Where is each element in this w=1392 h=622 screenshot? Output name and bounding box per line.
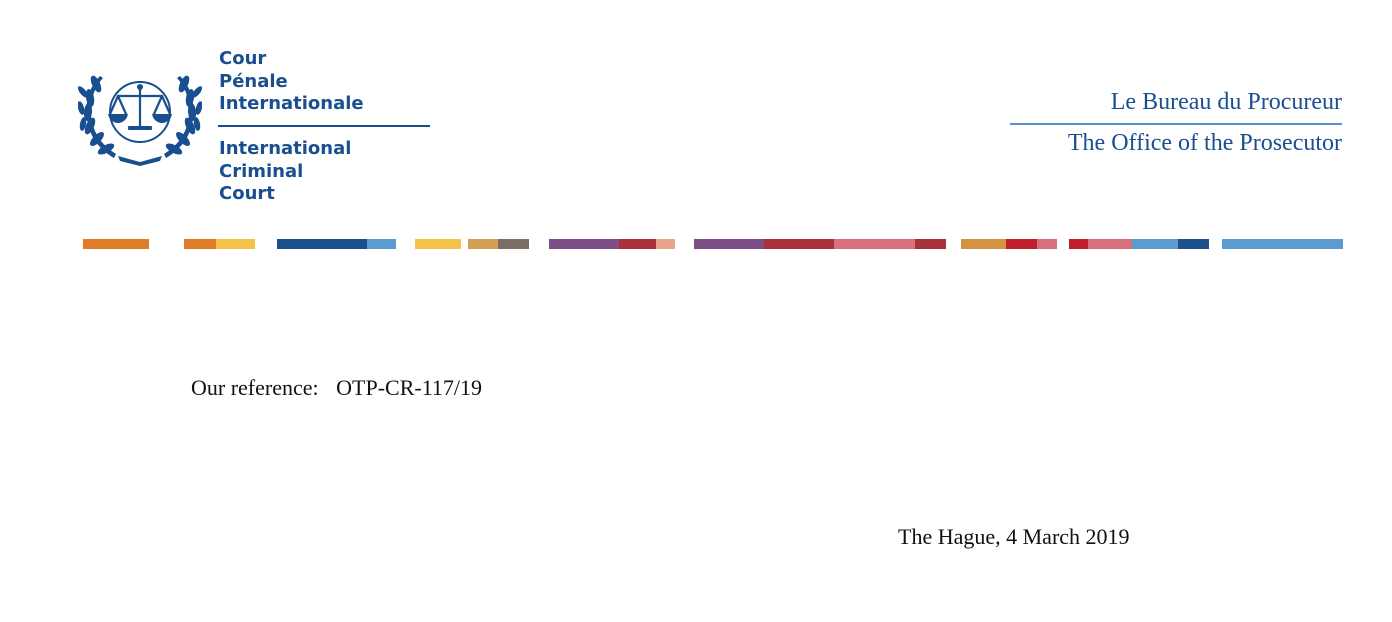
stripe-segment [498,239,529,249]
court-name-en-line: Court [219,183,275,204]
reference-label: Our reference: [191,375,319,400]
letterhead [0,0,1392,260]
stripe-segment [184,239,216,249]
court-name-en-line: Criminal [219,160,304,182]
stripe-segment [1132,239,1178,249]
stripe-segment [619,239,656,249]
office-name-french: Le Bureau du Procureur [1110,89,1342,115]
court-name-fr-line: Pénale [219,70,288,92]
stripe-segment [834,239,915,249]
stripe-segment [1178,239,1209,249]
stripe-segment [549,239,619,249]
reference-value: OTP-CR-117/19 [336,375,482,400]
stripe-segment [367,239,396,249]
court-name-divider [218,125,430,127]
stripe-segment [83,239,149,249]
stripe-segment [415,239,461,249]
office-name-divider [1010,123,1342,125]
court-name-fr-line: Internationale [219,93,364,114]
scales-of-justice-laurel-icon [78,62,202,166]
stripe-segment [764,239,834,249]
stripe-segment [468,239,498,249]
office-name-french-block [1111,86,1342,118]
stripe-segment [694,239,764,249]
stripe-segment [1037,239,1057,249]
decorative-color-stripe [0,239,1392,249]
court-name-english [219,138,351,206]
stripe-segment [1006,239,1037,249]
court-name-en-line: International [219,138,352,159]
stripe-segment [277,239,367,249]
court-name-french [219,48,364,116]
stripe-segment [656,239,675,249]
stripe-segment [1069,239,1088,249]
stripe-segment [1222,239,1343,249]
office-name-english: The Office of the Prosecutor [1067,130,1342,156]
place-and-date: The Hague, 4 March 2019 [898,524,1130,549]
stripe-segment [961,239,1006,249]
court-name-fr-line: Cour [219,48,267,69]
stripe-segment [216,239,255,249]
reference-line [191,374,482,402]
stripe-segment [1088,239,1132,249]
stripe-segment [915,239,946,249]
